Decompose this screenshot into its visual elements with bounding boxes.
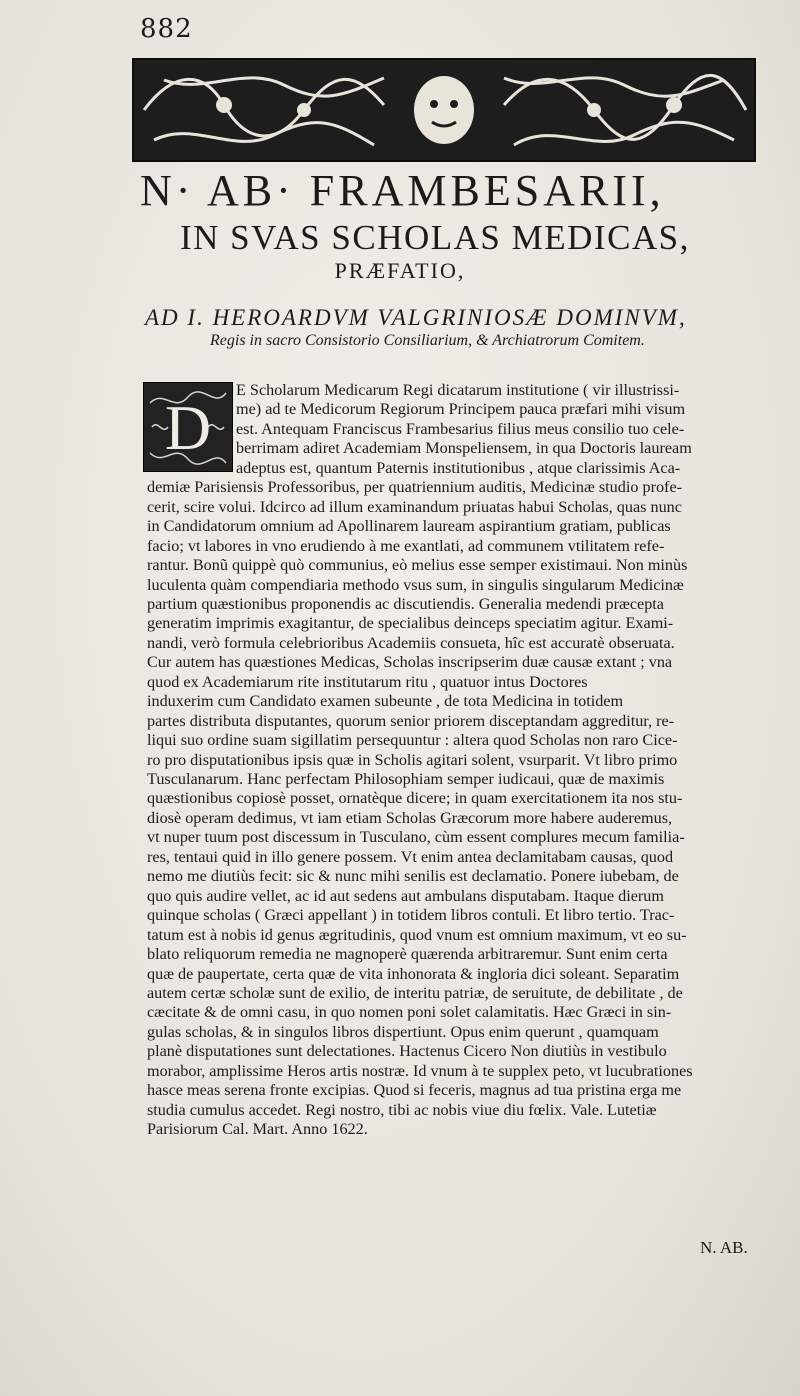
body-text-line: luculenta quàm compendiaria methodo vsus sum, in singulis singularum Medicinæ bbox=[147, 575, 684, 594]
body-text-line: quo quis audire vellet, ac id aut sedens aut ambulans disputabam. Itaque dierum bbox=[147, 886, 664, 905]
decorative-headpiece-ornament bbox=[132, 58, 756, 162]
body-text-line: hasce meas serena fronte excipias. Quod si feceris, magnus ad tua pristina erga me bbox=[147, 1081, 682, 1100]
body-text-line: diosè operam dedimus, vt iam etiam Scholas Græcorum more habere auderemus, bbox=[147, 808, 673, 827]
body-text-line: quæstionibus copiosè posset, ornatèque dicere; in quam exercitationem ita nos stu- bbox=[147, 789, 683, 808]
body-text-line: facio; vt labores in vno erudiendo à me exantlati, ad communem vtilitatem refe- bbox=[147, 536, 665, 555]
body-text-line: E Scholarum Medicarum Regi dicatarum institutione ( vir illustrissi- bbox=[236, 381, 680, 399]
body-text-line: cæcitate & de omni casu, in quo nomen poni solet calamitatis. Hæc Græci in sin- bbox=[147, 1003, 672, 1022]
drop-cap-initial bbox=[143, 382, 233, 472]
page-number: 882 bbox=[140, 14, 193, 44]
body-text-line: berrimam adiret Academiam Monspeliensem, in qua Doctoris lauream bbox=[236, 439, 692, 458]
body-text-line: rantur. Bonũ quippè quò communius, eò melius esse semper existimaui. Non minùs bbox=[147, 556, 688, 575]
body-text-line: tatum est à nobis id genus ægritudinis, quod vnum est omnium maximum, vt eo su- bbox=[147, 925, 687, 944]
body-text-line: nandi, verò formula celebrioribus Academiis consueta, hîc est accuratè obseruata. bbox=[147, 633, 675, 652]
catchword: N. AB. bbox=[700, 1238, 748, 1257]
body-text-line: liqui suo ordine suam sigillatim persequuntur : altera quod Scholas non raro Cice- bbox=[147, 731, 678, 750]
dedication-titles: Regis in sacro Consistorio Consiliarium, & Archiatrorum Comitem. bbox=[210, 332, 645, 349]
body-text-line: demiæ Parisiensis Professoribus, per quatriennium auditis, Medicinæ studio profe- bbox=[147, 478, 683, 497]
body-text-line: me) ad te Medicorum Regiorum Principem pauca præfari mihi visum bbox=[236, 400, 686, 419]
body-text-line: gulas scholas, & in singulos libros dispertiunt. Opus enim querunt , quamquam bbox=[147, 1022, 659, 1041]
body-text-line: quod ex Academiarum rite institutarum ritu , quatuor intus Doctores bbox=[147, 672, 588, 691]
body-text-line: ro pro disputationibus ipsis quæ in Scholis agitari solent, vsurparit. Vt libro primo bbox=[147, 750, 678, 769]
body-text-line: adeptus est, quantum Paternis institutionibus , atque clarissimis Aca- bbox=[236, 458, 681, 477]
body-text-line: studia cumulus accedet. Regi nostro, tibi ac nobis viue diu fœlix. Vale. Lutetiæ bbox=[147, 1100, 657, 1119]
body-text-line: autem certæ scholæ sunt de exilio, de interitu patriæ, de seruitute, de debilitate , de bbox=[147, 983, 683, 1002]
drop-cap-letter: D bbox=[164, 392, 212, 463]
dedication-recipient: AD I. HEROARDVM VALGRINIOSÆ DOMINVM, bbox=[145, 305, 687, 330]
body-text-line: in Candidatorum omnium ad Apollinarem lauream aspirantium gratiam, publicas bbox=[147, 517, 671, 536]
body-text-line: partium quæstionibus proponendis ac discutiendis. Generalia medendi præcepta bbox=[147, 594, 664, 613]
body-text-line: nemo me diutiùs fecit: sic & nunc mihi senilis est declamatio. Ponere iubebam, de bbox=[147, 867, 679, 886]
body-text-line: generatim imprimis exagitantur, de specialibus deinceps speciatim agitur. Exami- bbox=[147, 614, 674, 633]
body-text-line: quinque scholas ( Græci appellant ) in totidem libros contuli. Et libro tertio. Trac- bbox=[147, 906, 675, 925]
body-text-line: induxerim cum Candidato examen subeunte , de tota Medicina in totidem bbox=[147, 692, 624, 711]
body-text-line: morabor, amplissime Heros artis nostræ. Id vnum à te supplex peto, vt lucubrationes bbox=[147, 1061, 693, 1080]
body-text-line: vt nuper tuum post discessum in Tusculano, cùm essent complures mecum familia- bbox=[147, 828, 685, 847]
title-subject: IN SVAS SCHOLAS MEDICAS, bbox=[180, 218, 690, 257]
body-text-line: partes distributa disputantes, quorum senior priorem disceptandam aggreditur, re- bbox=[147, 711, 675, 730]
body-text-line: res, tentaui quid in illo genere possem. Vt enim antea declamitabam causas, quod bbox=[147, 847, 674, 866]
body-text-line: Parisiorum Cal. Mart. Anno 1622. bbox=[147, 1120, 368, 1139]
body-text-line: planè disputationes sunt delectationes. Hactenus Cicero Non diutiùs in vestibulo bbox=[147, 1042, 667, 1061]
body-text-line: est. Antequam Franciscus Frambesarius filius meus consilio tuo cele- bbox=[236, 419, 685, 438]
body-text-line: Tusculanarum. Hanc perfectam Philosophiam semper iudicaui, quæ de maximis bbox=[147, 770, 665, 788]
title-author: N· AB· FRAMBESARII, bbox=[140, 166, 665, 215]
body-text-line: Cur autem has quæstiones Medicas, Scholas inscripserim duæ causæ extant ; vna bbox=[147, 653, 673, 672]
body-text-line: quæ de paupertate, certa quæ de vita inhonorata & ingloria dici soleant. Separatim bbox=[147, 964, 680, 983]
body-text-line: cerit, scire volui. Idcirco ad illum examinandum priuatas habui Scholas, quas nunc bbox=[147, 497, 682, 516]
title-praefatio: PRÆFATIO, bbox=[334, 258, 466, 283]
body-text-line: blato reliquorum remedia ne magnoperè quærenda arbitraremur. Sunt enim certa bbox=[147, 945, 668, 964]
